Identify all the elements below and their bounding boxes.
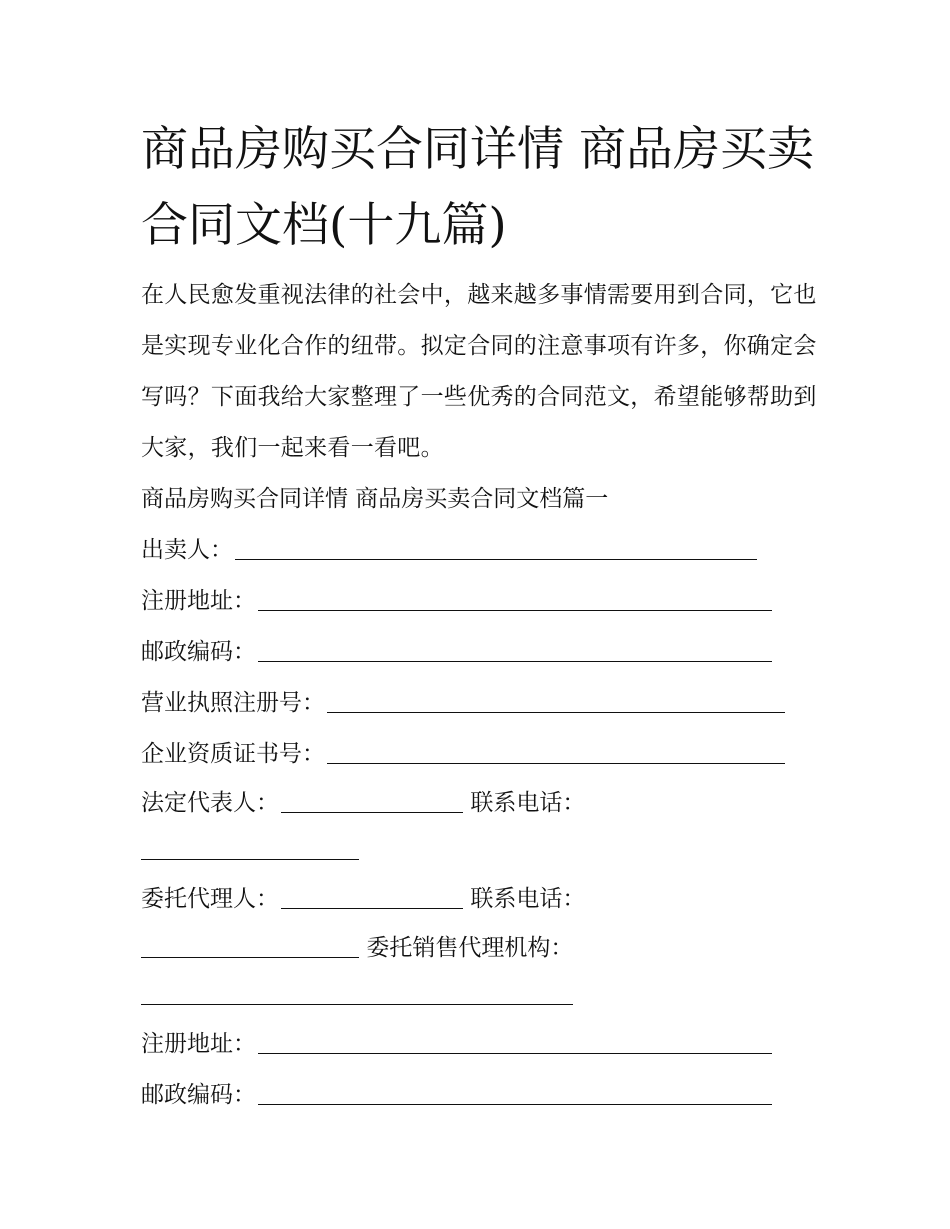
agency-continuation-line (141, 972, 821, 1019)
document-content (141, 112, 821, 1121)
postcode-line-1 (141, 627, 821, 678)
document-title: 商品房购买合同详情 商品房买卖合同文档(十九篇) (141, 122, 814, 253)
postcode-label-1: 邮政编码： (141, 639, 256, 665)
phone-blank-1 (141, 841, 359, 860)
seller-blank (235, 541, 757, 560)
qualification-label: 企业资质证书号： (141, 741, 325, 767)
postcode-line-2 (141, 1070, 821, 1121)
qualification-line (141, 729, 821, 780)
license-blank (327, 694, 785, 713)
reg-address-line-2 (141, 1019, 821, 1070)
agency-label: 委托销售代理机构： (366, 935, 574, 961)
license-line (141, 678, 821, 729)
phone-continuation-line-1 (141, 827, 821, 874)
agent-blank (281, 890, 463, 909)
reg-address-label-2: 注册地址： (141, 1031, 256, 1057)
seller-line (141, 525, 821, 576)
legal-rep-blank (281, 794, 463, 813)
phone-blank-2 (141, 939, 359, 958)
seller-label: 出卖人： (141, 537, 233, 563)
agent-label: 委托代理人： (141, 886, 279, 912)
postcode-blank-1 (258, 643, 772, 662)
legal-rep-label: 法定代表人： (141, 790, 279, 816)
agent-line (141, 874, 821, 925)
postcode-label-2: 邮政编码： (141, 1082, 256, 1108)
reg-address-label-1: 注册地址： (141, 588, 256, 614)
reg-address-blank-2 (258, 1035, 772, 1054)
legal-rep-line (141, 780, 821, 827)
agency-blank (141, 986, 573, 1005)
section-heading: 商品房购买合同详情 商品房买卖合同文档篇一 (141, 486, 609, 512)
phone-label-1: 联系电话： (470, 790, 586, 816)
reg-address-line-1 (141, 576, 821, 627)
postcode-blank-2 (258, 1086, 772, 1105)
qualification-blank (327, 745, 785, 764)
phone-label-2: 联系电话： (470, 886, 586, 912)
reg-address-blank-1 (258, 592, 772, 611)
intro-paragraph: 在人民愈发重视法律的社会中，越来越多事情需要用到合同，它也是实现专业化合作的纽带。拟定合同的注意事项有许多，你确定会写吗？下面我给大家整理了一些优秀的合同范文，希望能够帮助到大家，我们一起来看一看吧。 (141, 282, 817, 461)
license-label: 营业执照注册号： (141, 690, 325, 716)
agency-line (141, 925, 821, 972)
